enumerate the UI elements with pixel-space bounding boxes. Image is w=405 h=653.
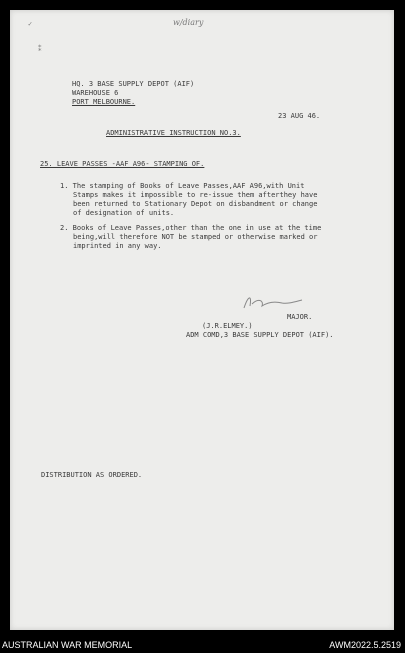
punch-mark: ⁑ <box>38 45 42 53</box>
item-2-line-2: being,will therefore NOT be stamped or otherwise marked or <box>73 233 318 241</box>
signatory-rank: MAJOR. <box>287 313 313 321</box>
corner-mark: ✓ <box>28 20 33 28</box>
item-1-line-4: of designation of units. <box>73 209 175 217</box>
archive-footer <box>0 638 405 653</box>
item-2-line-1: 2. Books of Leave Passes,other than the one in use at the time <box>60 224 322 232</box>
section-heading: 25. LEAVE PASSES -AAF A96- STAMPING OF. <box>40 160 205 168</box>
item-1-line-1: 1. The stamping of Books of Leave Passes,AAF A96,with Unit <box>60 182 305 190</box>
handwritten-note: w/diary <box>173 18 204 27</box>
signatory-title: ADM COMD,3 BASE SUPPLY DEPOT (AIF). <box>186 331 334 339</box>
archive-name: AUSTRALIAN WAR MEMORIAL <box>2 640 133 650</box>
header-line-3: PORT MELBOURNE. <box>72 98 136 106</box>
document-page <box>10 10 394 630</box>
handwritten-signature <box>238 292 308 314</box>
header-line-2: WAREHOUSE 6 <box>72 89 119 97</box>
item-1-line-3: been returned to Stationary Depot on disbandment or change <box>73 200 318 208</box>
item-1-line-2: Stamps makes it impossible to re-issue them afterthey have <box>73 191 318 199</box>
document-date: 23 AUG 46. <box>278 112 321 120</box>
item-2-line-3: imprinted in any way. <box>73 242 162 250</box>
signatory-name: (J.R.ELMEY.) <box>202 322 253 330</box>
distribution-line: DISTRIBUTION AS ORDERED. <box>41 471 143 479</box>
archive-reference: AWM2022.5.2519 <box>329 640 401 650</box>
header-line-1: HQ. 3 BASE SUPPLY DEPOT (AIF) <box>72 80 195 88</box>
document-title: ADMINISTRATIVE INSTRUCTION NO.3. <box>106 129 241 137</box>
